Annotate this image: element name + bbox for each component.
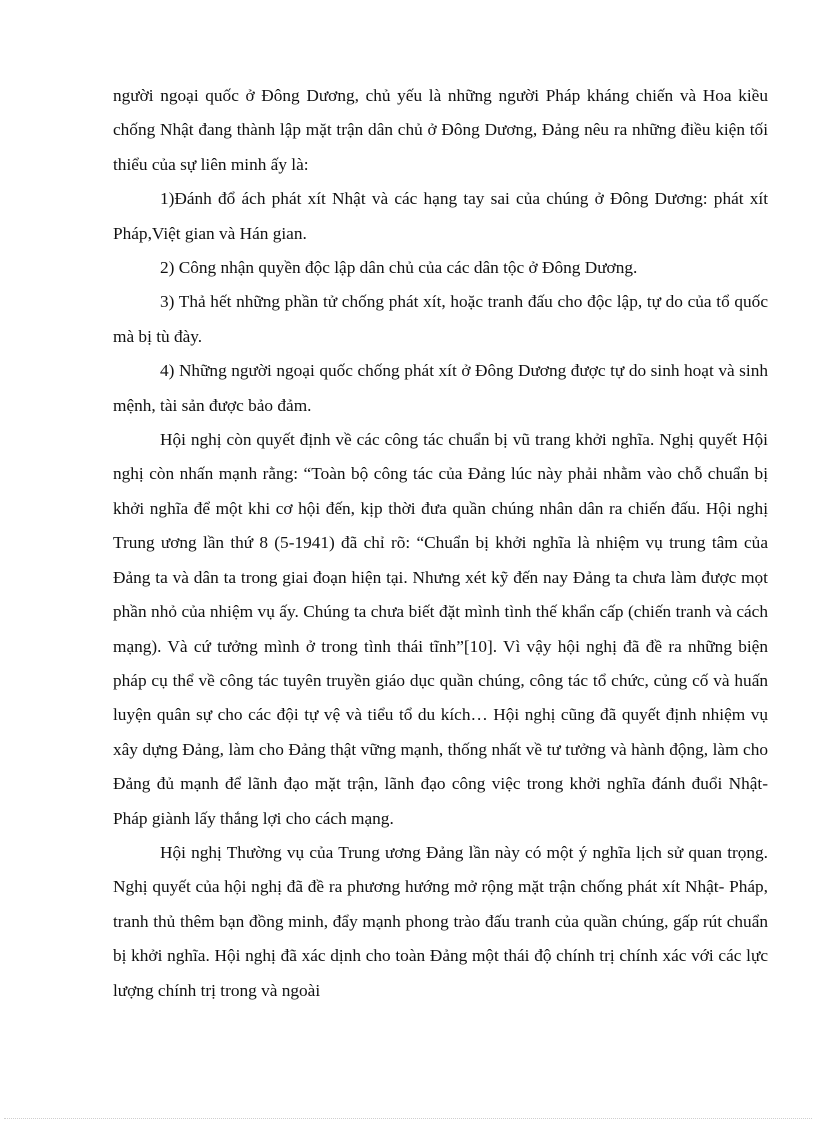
paragraph-condition-4: 4) Những người ngoại quốc chống phát xít ở Đông Dương được tự do sinh hoạt và sinh mệnh, tài sản được bảo đảm.: [113, 361, 768, 415]
paragraph-historical-significance: Hội nghị Thường vụ của Trung ương Đảng lần này có một ý nghĩa lịch sử quan trọng. Nghị quyết của hội nghị đã đề ra phương hướng mở rộng mặt trận chống phát xít Nhật- Pháp, tranh thủ thêm bạn đồng minh, đẩy mạnh phong trào đấu tranh của quần chúng, gấp rút chuẩn bị khởi nghĩa. Hội nghị đã xác dịnh cho toàn Đảng một thái độ chính trị chính xác với các lực lượng chính trị trong và ngoài: [113, 842, 768, 1000]
paragraph-condition-2: 2) Công nhận quyền độc lập dân chủ của các dân tộc ở Đông Dương.: [160, 258, 638, 278]
paragraph-continuation: người ngoại quốc ở Đông Dương, chủ yếu là những người Pháp kháng chiến và Hoa kiều chống Nhật đang thành lập mặt trận dân chủ ở Đông Dương, Đảng nêu ra những điều kiện tối thiểu của sự liên minh ấy là:: [113, 86, 768, 174]
paragraph-condition-3: 3) Thả hết những phần tử chống phát xít, hoặc tranh đấu cho độc lập, tự do của tổ quốc mà bị tù đày.: [113, 292, 768, 346]
page-bottom-border: [4, 1118, 812, 1119]
paragraph-uprising-preparation: Hội nghị còn quyết định về các công tác chuẩn bị vũ trang khởi nghĩa. Nghị quyết Hội nghị còn nhấn mạnh rằng: “Toàn bộ công tác của Đảng lúc này phải nhằm vào chỗ chuẩn bị khởi nghĩa để một khi cơ hội đến, kịp thời đưa quần chúng nhân dân ra chiến đấu. Hội nghị Trung ương lần thứ 8 (5-1941) đã chỉ rõ: “Chuẩn bị khởi nghĩa là nhiệm vụ trung tâm của Đảng ta và dân ta trong giai đoạn hiện tại. Nhưng xét kỹ đến nay Đảng ta chưa làm được mọt phần nhỏ của nhiệm vụ ấy. Chúng ta chưa biết đặt mình tình thế khẩn cấp (chiến tranh và cách mạng). Và cứ tưởng mình ở trong tình thái tĩnh”[10]. Vì vậy hội nghị đã đề ra những biện pháp cụ thể về công tác tuyên truyền giáo dục quần chúng, công tác tổ chức, củng cố và huấn luyện quân sự cho các đội tự vệ và tiểu tổ du kích… Hội nghị cũng đã quyết định nhiệm vụ xây dựng Đảng, làm cho Đảng thật vững mạnh, thống nhất về tư tưởng và hành động, làm cho Đảng đủ mạnh để lãnh đạo mặt trận, lãnh đạo công việc trong khởi nghĩa đánh đuổi Nhật- Pháp giành lấy thắng lợi cho cách mạng.: [113, 430, 768, 828]
paragraph-condition-1: 1)Đánh đổ ách phát xít Nhật và các hạng tay sai của chúng ở Đông Dương: phát xít Pháp,Việt gian và Hán gian.: [113, 189, 768, 243]
document-body: [113, 79, 768, 1008]
